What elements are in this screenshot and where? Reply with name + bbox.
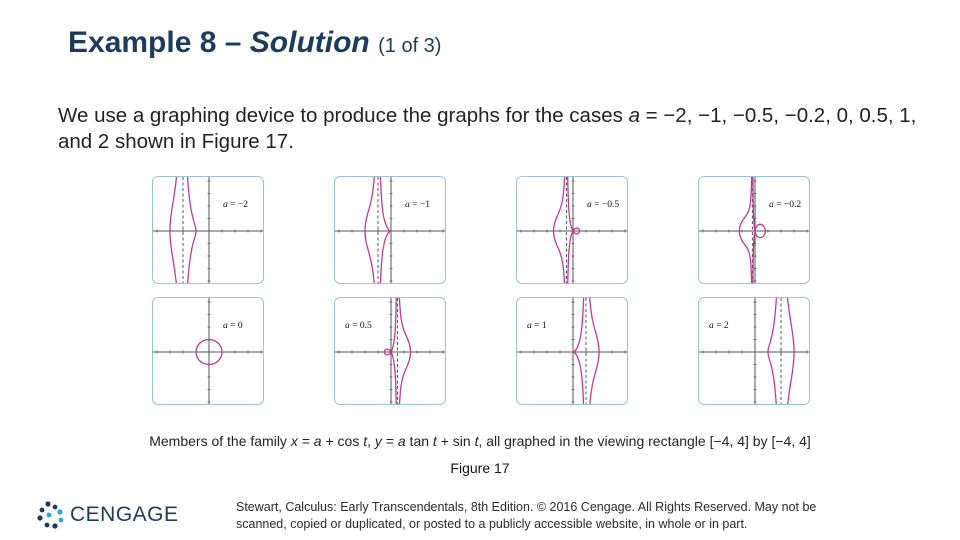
intro-text-after: = −2, −1, −0.5, −0.2, 0, 0.5, 1, and 2 shown in Figure 17. bbox=[58, 104, 917, 153]
graph-svg bbox=[153, 298, 264, 405]
panel-label: a = 0 bbox=[223, 321, 243, 331]
graph-panel-a-neg2 bbox=[152, 176, 264, 284]
graph-svg bbox=[335, 298, 446, 405]
intro-text-before: We use a graphing device to produce the graphs for the cases bbox=[58, 104, 629, 127]
caption-text: , all graphed in the viewing rectangle [−4, 4] by [−4, 4] bbox=[478, 433, 811, 449]
caption-text: , bbox=[367, 433, 375, 449]
figure-label: Figure 17 bbox=[450, 460, 510, 476]
copyright-notice bbox=[236, 499, 906, 533]
graph-panel-a-0 bbox=[152, 297, 264, 405]
caption-var-t: t bbox=[474, 433, 479, 449]
graph-panel-a-1 bbox=[516, 297, 628, 405]
graph-panel-a-0-5 bbox=[334, 297, 446, 405]
panel-label: a = −0.5 bbox=[587, 200, 620, 210]
graph-svg bbox=[699, 298, 810, 405]
graph-svg bbox=[153, 177, 264, 284]
graph-svg bbox=[517, 298, 628, 405]
panel-label: a = −0.2 bbox=[769, 200, 802, 210]
caption-var-a: a bbox=[397, 433, 406, 449]
intro-variable: a bbox=[628, 104, 640, 127]
copyright-line-2: scanned, copied or duplicated, or posted to a publicly accessible website, in whole or in part. bbox=[236, 517, 748, 531]
title-emphasis: Solution bbox=[249, 26, 370, 59]
intro-paragraph bbox=[58, 103, 938, 155]
caption-var-t: t bbox=[363, 433, 368, 449]
panel-label: a = 2 bbox=[709, 321, 729, 331]
graph-svg bbox=[699, 177, 810, 284]
graph-panel-a-neg0-2 bbox=[698, 176, 810, 284]
caption-text: = bbox=[297, 433, 314, 449]
cengage-logo-text: CENGAGE bbox=[70, 503, 179, 526]
caption-var-x: x bbox=[290, 433, 298, 449]
caption-var-t: t bbox=[432, 433, 437, 449]
caption-text: = bbox=[381, 433, 398, 449]
panel-label: a = 0.5 bbox=[345, 321, 372, 331]
title-prefix: Example 8 – bbox=[68, 26, 250, 59]
copyright-line-1: Stewart, Calculus: Early Transcendentals, 8th Edition. © 2016 Cengage. All Rights Reserved. May not be bbox=[236, 500, 817, 514]
caption-var-y: y bbox=[374, 433, 382, 449]
figure-caption bbox=[0, 433, 960, 449]
panel-label: a = 1 bbox=[527, 321, 547, 331]
graph-svg bbox=[517, 177, 628, 284]
graph-panel-a-2 bbox=[698, 297, 810, 405]
graph-panel-a-neg1 bbox=[334, 176, 446, 284]
caption-text: + sin bbox=[436, 433, 475, 449]
caption-text: tan bbox=[405, 433, 433, 449]
caption-var-a: a bbox=[313, 433, 322, 449]
graph-svg bbox=[335, 177, 446, 284]
title-part-indicator: (1 of 3) bbox=[378, 35, 442, 57]
caption-text: Members of the family bbox=[149, 433, 291, 449]
panel-label: a = −1 bbox=[405, 200, 430, 210]
graph-panel-a-neg0-5 bbox=[516, 176, 628, 284]
caption-text: + cos bbox=[321, 433, 364, 449]
panel-label: a = −2 bbox=[223, 200, 248, 210]
slide-title bbox=[68, 26, 441, 60]
